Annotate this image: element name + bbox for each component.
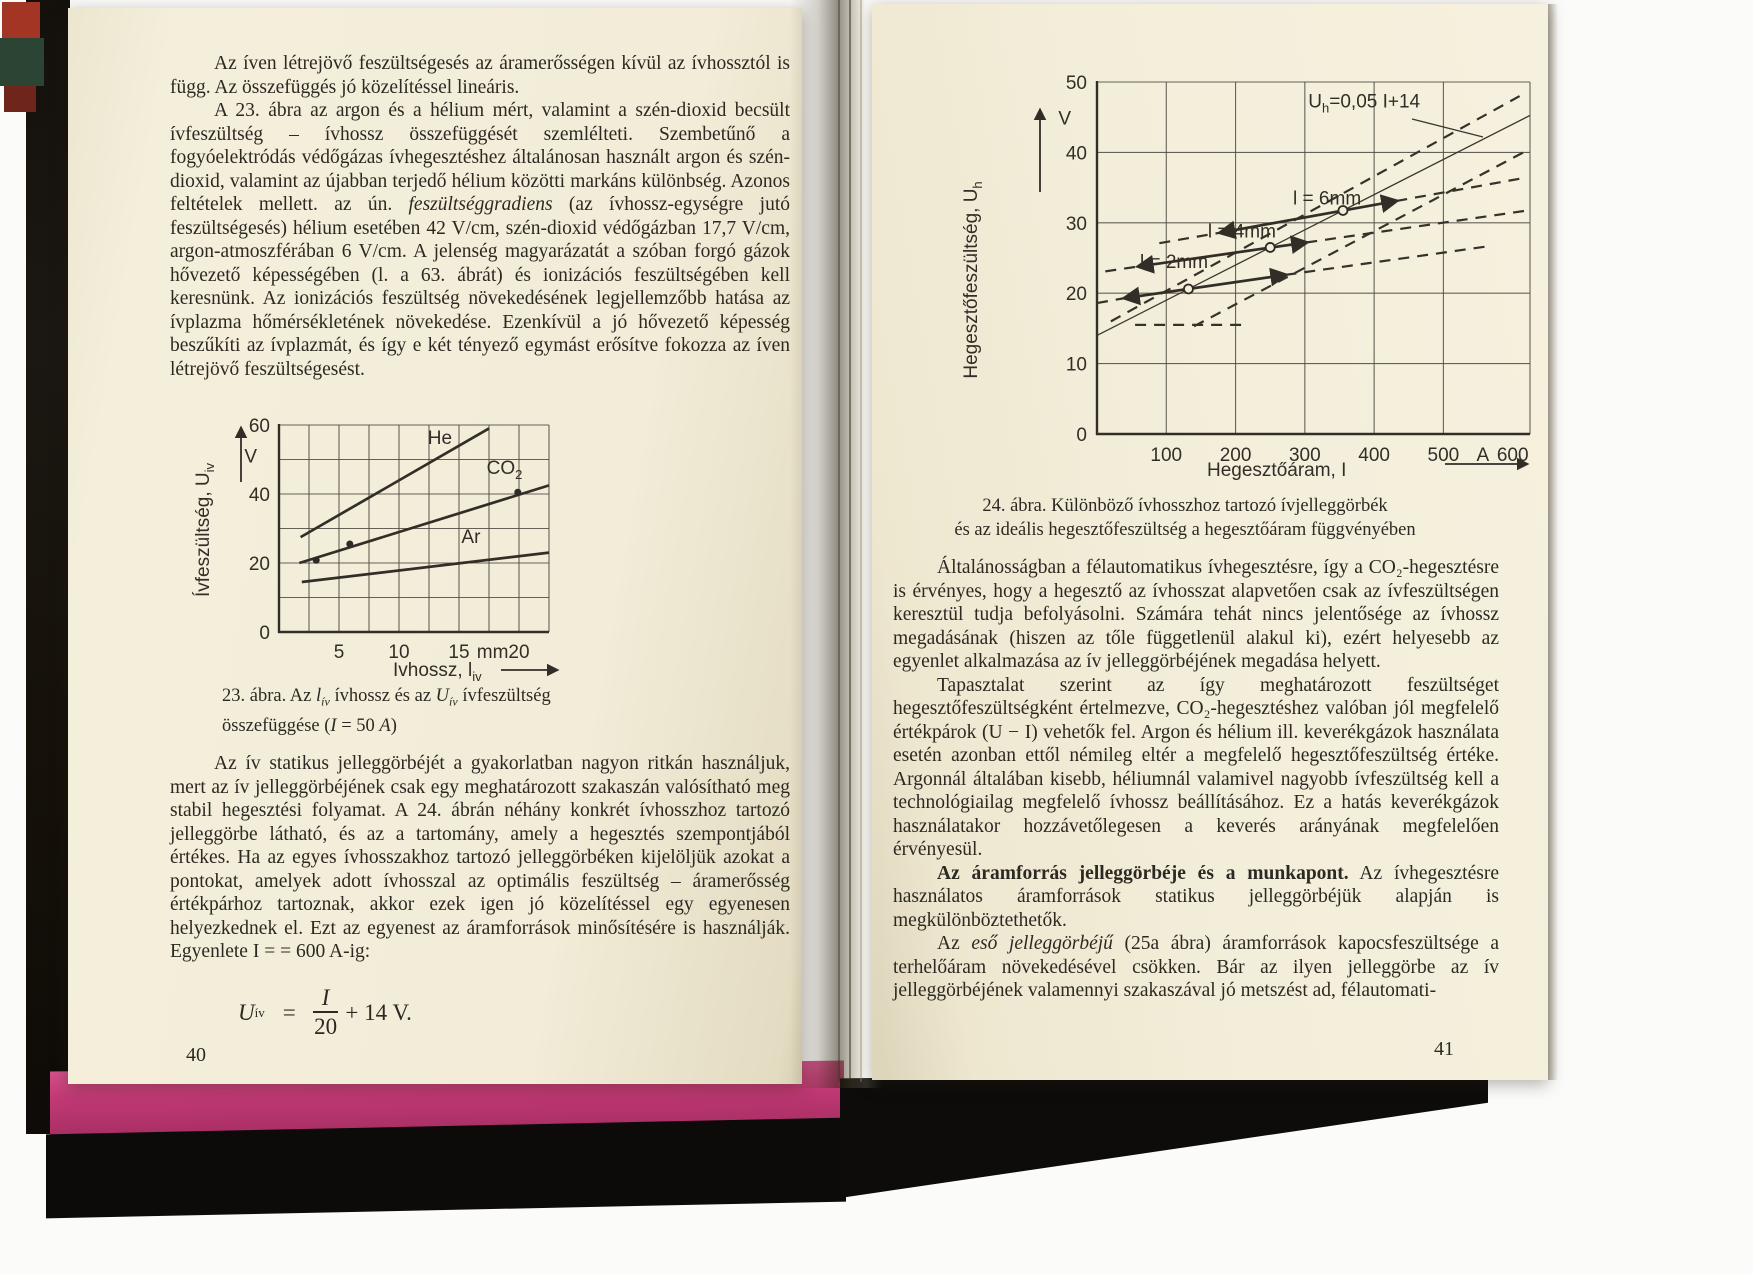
paragraph: Az íven létrejövő feszültségesés az áramerősségen kívül az ívhossztól is függ. Az összefüggés jó közelítéssel lineáris. xyxy=(170,53,790,98)
right-page-edge-shadow xyxy=(1548,4,1558,1080)
svg-text:l = 2mm: l = 2mm xyxy=(1139,251,1209,273)
page-left-40 xyxy=(68,8,802,1084)
svg-text:40: 40 xyxy=(1065,143,1087,165)
gutter-crease-3 xyxy=(860,0,862,1082)
cover-red-patch xyxy=(2,2,40,38)
svg-text:200: 200 xyxy=(1219,445,1252,466)
svg-text:l = 4mm: l = 4mm xyxy=(1207,221,1276,243)
figure24-caption xyxy=(950,494,1420,542)
svg-text:100: 100 xyxy=(1150,445,1183,466)
figure23-caption-line2: összefüggése (I = 50 A) xyxy=(222,715,397,736)
svg-text:A: A xyxy=(1476,445,1490,466)
figure23-caption-line1: 23. ábra. Az $l_{ív}$ ívhossz és az $U_{ív}$ ívfeszültség xyxy=(222,686,551,709)
paragraph: Tapasztalat szerint az így meghatározott feszültséget hegesztőfeszültségként értelmezve, CO₂-hegesztéshez valóban jól megfelelő értékpárok (U − I) vehetők fel. Argon és hélium ill. keverékgázok használata esetén azonban ettől némileg eltér a megfelelő hegesztőfeszültség értéke. Argonnál általában kisebb, héliumnál valamivel nagyobb ívfeszültség kell a technológiailag megfelelő ívhossz beállításához. Ez a hatás keverékgázok használatakor hozzávetőlegesen a keverés arányának megfelelően érvényesül. xyxy=(893,674,1499,860)
svg-text:l = 6mm: l = 6mm xyxy=(1293,188,1362,210)
svg-text:He: He xyxy=(427,427,453,449)
book-bottom-shadow-right xyxy=(840,1062,1488,1198)
svg-text:Hegesztőfeszültség, Uh: Hegesztőfeszültség, $U_h$ xyxy=(961,181,985,379)
cover-red-patch-2 xyxy=(4,86,36,112)
svg-text:5: 5 xyxy=(333,642,345,663)
svg-text:Ivhossz, liv: Ivhossz, $l_{iv}$ xyxy=(393,660,482,684)
paragraph: Az eső jelleggörbéjű (25a ábra) áramforrások kapocsfeszültsége a terhelőáram növekedésével csökken. Bár az ilyen jelleggörbe az ív jelleggörbéjének valamennyi szakaszával jó metszést ad, félautomati- xyxy=(893,933,1499,1001)
svg-text:mm: mm xyxy=(476,642,509,663)
svg-text:CO2: $CO_2$ xyxy=(486,457,523,482)
svg-text:20: 20 xyxy=(1065,284,1087,306)
svg-text:Ar: Ar xyxy=(461,526,481,548)
figure24-caption-line2: és az ideális hegesztőfeszültség a hegesztőáram függvényében xyxy=(954,520,1416,540)
fraction: $\frac{I}{20}$ xyxy=(314,985,338,1040)
svg-text:0: 0 xyxy=(259,623,270,644)
book-bottom-shadow-left xyxy=(46,1118,846,1219)
svg-text:10: 10 xyxy=(1065,354,1087,376)
paragraph: A 23. ábra az argon és a hélium mért, valamint a szén-dioxid becsült ívfeszültség – ívhossz összefüggését szemlélteti. Szembetűnő a fogyóelektródás védőgázas ívhegesztéshez általánosan használt argon és szén-dioxid, valamint az újabban terjedő hélium közötti markáns különbség. Azonos feltételek mellett. az ún. feszültséggradiens (az ívhossz-egységre jutó feszültségesés) hélium esetében 42 V/cm, szén-dioxid védőgázban 17,7 V/cm, argon-atmoszférában 6 V/cm. A jelenség magyarázatát a szóban forgó gázok hővezető képességében (l. a 63. ábrát) és ionizációs feszültségében kell keresnünk. Az ionizációs feszültség növekedésének legjellemzőbb hatása az ívplazma hőmérsékletének növekedése. Ezenkívül a jó hővezető képesség beszűkíti az ívplazmát, és így e két tényező egymást erősítve fokozza az íven létrejövő feszültségesést. xyxy=(170,100,790,380)
svg-text:Ívfeszültség, Uiv: Ívfeszültség, $U_{iv}$ xyxy=(193,463,217,597)
page-right-41 xyxy=(872,4,1548,1080)
figure23-caption xyxy=(222,684,662,738)
svg-text:30: 30 xyxy=(1065,213,1087,235)
gutter-crease-1 xyxy=(838,0,840,1082)
left-page-body-top xyxy=(170,52,790,381)
svg-text:20: 20 xyxy=(508,642,530,663)
paragraph: Az ív statikus jelleggörbéjét a gyakorlatban nagyon ritkán használjuk, mert az ív jelleggörbéjének csak egy meghatározott szakaszán valósítható meg stabil hegesztési folyamat. A 24. ábrán néhány konkrét ívhosszhoz tartozó jelleggörbe látható, és az a tartomány, amely a hegesztés szempontjából értékes. Ha az egyes ívhosszakhoz tartozó jelleggörbéken kijelöljük azokat a pontokat, amelyek adott ívhosszal az optimális feszültség – áramerősség értékpárhoz tartoznak, akkor ezek igen jó közelítéssel egy egyenesen helyezkednek el. Ezt az egyenest az áramforrások minősítésére is használják. Egyenlete I = = 600 A-ig: xyxy=(170,753,790,962)
svg-text:Uh=0,05 I+14: $U_h=0,05$ I+14 xyxy=(1308,91,1421,116)
svg-text:V: V xyxy=(1058,108,1071,130)
gutter-crease-2 xyxy=(849,0,851,1082)
paragraph: Általánosságban a félautomatikus ívhegesztésre, így a CO₂-hegesztésre is érvényes, hogy a hegesztő az ívhosszat alapvetően csak az ívfeszültségen keresztül tudja befolyásolni. Számára tehát nincs jelentősége az ívhossz megadásának (hiszen az tőle függetlenül alakul ki), ezért helyesebb az egyenlet alkalmazása az ív jelleggörbéjének megadása helyett. xyxy=(893,557,1499,672)
svg-text:300: 300 xyxy=(1288,445,1321,466)
svg-text:Hegesztőáram, I: Hegesztőáram, I xyxy=(1207,460,1347,481)
right-page-body xyxy=(893,556,1499,1003)
book-gutter-shadow xyxy=(790,0,882,1088)
page-number-41: 41 xyxy=(1434,1038,1454,1060)
svg-text:V: V xyxy=(244,446,257,468)
svg-text:500: 500 xyxy=(1427,445,1460,466)
figure24-caption-line1: 24. ábra. Különböző ívhosszhoz tartozó ívjelleggörbék xyxy=(982,496,1388,516)
formula-uiv: U ív = $\frac{I}{20}$ + 14 V. xyxy=(238,985,412,1040)
svg-text:60: 60 xyxy=(248,416,270,437)
svg-text:50: 50 xyxy=(1065,73,1087,94)
left-page-body-bottom xyxy=(170,752,790,964)
page-number-40: 40 xyxy=(186,1044,206,1066)
svg-text:15: 15 xyxy=(448,642,470,663)
cover-green-patch xyxy=(0,38,44,86)
svg-text:40: 40 xyxy=(248,485,270,506)
svg-text:10: 10 xyxy=(388,642,410,663)
svg-text:400: 400 xyxy=(1358,445,1390,466)
figure23-chart xyxy=(183,412,583,692)
book-edge-strip xyxy=(26,0,70,1134)
svg-text:600: 600 xyxy=(1496,445,1529,466)
paragraph: Az áramforrás jelleggörbéje és a munkapont. Az ívhegesztésre használatos áramforrások statikus jelleggörbéjük alapján is megkülönböztethetők. xyxy=(893,862,1499,931)
figure24-chart xyxy=(920,52,1548,500)
svg-text:20: 20 xyxy=(248,554,270,575)
svg-text:0: 0 xyxy=(1076,425,1087,446)
